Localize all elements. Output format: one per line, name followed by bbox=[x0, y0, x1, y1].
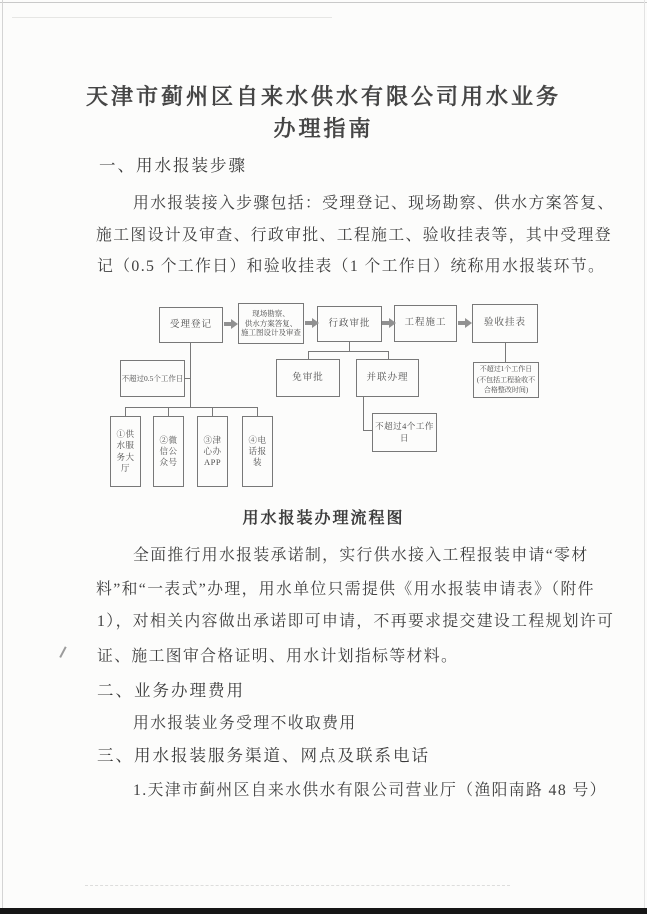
flowchart-label: ③津心办APP bbox=[203, 434, 222, 468]
section3-body: 1.天津市蓟州区自来水供水有限公司营业厅（渔阳南路 48 号） bbox=[133, 782, 607, 799]
flowchart-box-channel-phone bbox=[242, 416, 273, 487]
paragraph-line: 全面推行用水报装承诺制，实行供水接入工程报装申请“零材 bbox=[133, 547, 589, 564]
flowchart-box-construction bbox=[394, 305, 457, 342]
flowchart-label: 并联办理 bbox=[366, 372, 409, 383]
flowchart-label: (不包括工程验收不 bbox=[476, 375, 536, 384]
section3-heading: 三、用水报装服务渠道、网点及联系电话 bbox=[97, 746, 430, 765]
section2-heading: 二、业务办理费用 bbox=[97, 681, 245, 700]
paragraph-line: 1），对相关内容做出承诺即可申请，不再要求提交建设工程规划许可 bbox=[97, 613, 615, 630]
flowchart-label: 行政审批 bbox=[328, 318, 371, 329]
flowchart-label: 不超过0.5个工作日 bbox=[121, 373, 184, 383]
connector-line bbox=[257, 407, 258, 416]
flowchart-box-survey bbox=[238, 303, 304, 344]
flowchart-box-meter bbox=[472, 304, 538, 343]
block-arrow-icon bbox=[458, 318, 472, 328]
flowchart-label: 验收挂表 bbox=[483, 318, 526, 329]
flowchart-box-approval bbox=[317, 306, 382, 342]
connector-line bbox=[190, 343, 191, 407]
connector-line bbox=[185, 378, 190, 379]
flowchart-label: 免审批 bbox=[292, 372, 324, 383]
paragraph-line: 证、施工图审合格证明、用水计划指标等材料。 bbox=[97, 648, 459, 665]
flowchart-box-half-day bbox=[120, 360, 185, 397]
connector-line bbox=[125, 407, 258, 408]
document-title-line1: 天津市蓟州区自来水供水有限公司用水业务 bbox=[85, 84, 561, 109]
scan-edge-top bbox=[0, 2, 647, 3]
flowchart-label: ①供水服务大厅 bbox=[116, 429, 135, 473]
flowchart-label: 施工图设计及审查 bbox=[241, 328, 301, 338]
connector-line bbox=[349, 342, 350, 351]
paragraph-line: 施工图设计及审查、行政审批、工程施工、验收挂表等，其中受理登 bbox=[96, 227, 612, 244]
scan-dotted-artifact bbox=[85, 885, 510, 886]
flowchart-box-accept bbox=[159, 307, 223, 343]
flowchart-label: 供水方案答复、 bbox=[244, 318, 298, 328]
paragraph-line: 料”和“一表式”办理，用水单位只需提供《用水报装申请表》（附件 bbox=[96, 581, 595, 598]
flowchart-box-exempt bbox=[276, 359, 340, 397]
pen-mark bbox=[59, 646, 66, 657]
flowchart-label: 不超过4个工作日 bbox=[375, 421, 434, 443]
flowchart-label: 工程施工 bbox=[404, 318, 447, 329]
connector-line bbox=[125, 407, 126, 416]
paragraph-line: 用水报装接入步骤包括：受理登记、现场勘察、供水方案答复、 bbox=[133, 195, 615, 212]
scan-edge-bottom bbox=[0, 908, 647, 914]
flowchart-label: ②微信公众号 bbox=[159, 434, 178, 468]
connector-line bbox=[363, 430, 372, 431]
section2-body: 用水报装业务受理不收取费用 bbox=[133, 715, 357, 732]
connector-line bbox=[308, 351, 388, 352]
flowchart-label: 合格整改时间) bbox=[483, 386, 529, 395]
flowchart-box-parallel bbox=[356, 359, 419, 397]
block-arrow-icon bbox=[382, 318, 396, 328]
connector-line bbox=[505, 343, 506, 362]
document-title-line2: 办理指南 bbox=[273, 116, 374, 141]
connector-line bbox=[388, 351, 389, 359]
flowchart-box-four-days bbox=[372, 413, 437, 452]
paragraph-line: 记（0.5 个工作日）和验收挂表（1 个工作日）统称用水报装环节。 bbox=[97, 258, 606, 275]
flowchart-label: 现场勘察、 bbox=[252, 308, 290, 318]
flowchart-box-channel-app bbox=[197, 416, 228, 487]
flowchart-caption: 用水报装办理流程图 bbox=[242, 510, 405, 527]
scan-smudge bbox=[12, 17, 332, 18]
section1-heading: 一、用水报装步骤 bbox=[99, 156, 247, 175]
flowchart-label: ④电话报装 bbox=[248, 434, 267, 468]
connector-line bbox=[212, 407, 213, 416]
flowchart-box-channel-hall bbox=[110, 416, 141, 487]
flowchart-label: 受理登记 bbox=[169, 319, 212, 330]
flowchart-label: 不超过1个工作日 bbox=[479, 365, 533, 374]
block-arrow-icon bbox=[224, 319, 238, 329]
flowchart-box-one-day bbox=[473, 362, 539, 398]
flowchart-box-channel-wechat bbox=[153, 416, 184, 487]
connector-line bbox=[363, 397, 364, 430]
connector-line bbox=[168, 407, 169, 416]
connector-line bbox=[308, 351, 309, 359]
block-arrow-icon bbox=[305, 318, 319, 328]
